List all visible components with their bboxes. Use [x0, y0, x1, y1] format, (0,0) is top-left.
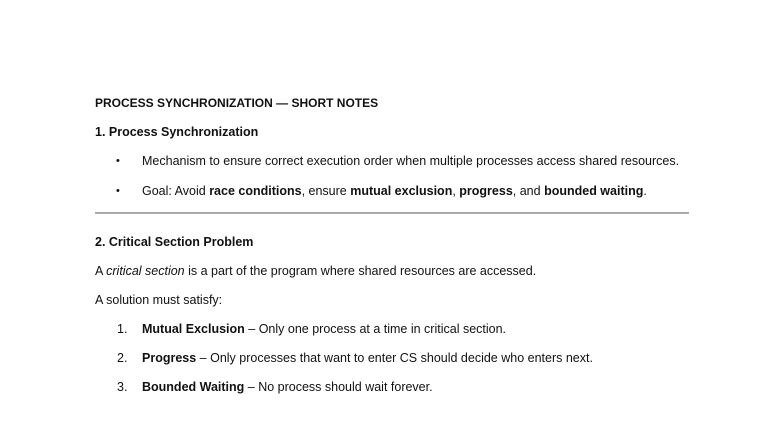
item-number: 1.	[117, 322, 128, 336]
horizontal-divider	[95, 212, 689, 214]
intro-paragraph: A critical section is a part of the program where shared resources are accessed.	[95, 264, 537, 278]
item-number: 3.	[117, 380, 128, 394]
section-heading-critical-section: 2. Critical Section Problem	[95, 235, 254, 249]
bullet-text: Goal: Avoid race conditions, ensure mutual exclusion, progress, and bounded waiting.	[142, 184, 647, 198]
document-title: PROCESS SYNCHRONIZATION — SHORT NOTES	[95, 96, 379, 110]
numbered-list	[95, 320, 695, 396]
document-page	[95, 94, 695, 407]
term-progress: progress	[459, 184, 513, 198]
bullet-icon: •	[116, 185, 120, 197]
item-description: – No process should wait forever.	[244, 380, 433, 394]
term-race-conditions: race conditions	[209, 184, 302, 198]
item-description: – Only one process at a time in critical section.	[244, 322, 507, 336]
list-item	[95, 182, 695, 201]
term-critical-section: critical section	[106, 264, 185, 278]
list-item	[95, 152, 695, 171]
list-item	[95, 320, 695, 338]
term-bounded-waiting: bounded waiting	[544, 184, 644, 198]
bullet-text: Mechanism to ensure correct execution order when multiple processes access shared resources.	[142, 154, 680, 168]
item-description: – Only processes that want to enter CS should decide who enters next.	[196, 351, 593, 365]
list-item	[95, 349, 695, 367]
term-mutual-exclusion: mutual exclusion	[350, 184, 453, 198]
bullet-list	[95, 152, 695, 201]
item-term: Bounded Waiting	[142, 380, 245, 394]
item-term: Progress	[142, 351, 197, 365]
item-number: 2.	[117, 351, 128, 365]
bullet-icon: •	[116, 155, 120, 167]
list-item	[95, 378, 695, 396]
item-term: Mutual Exclusion	[142, 322, 245, 336]
section-heading-process-synchronization: 1. Process Synchronization	[95, 125, 259, 139]
lead-paragraph: A solution must satisfy:	[95, 293, 223, 307]
